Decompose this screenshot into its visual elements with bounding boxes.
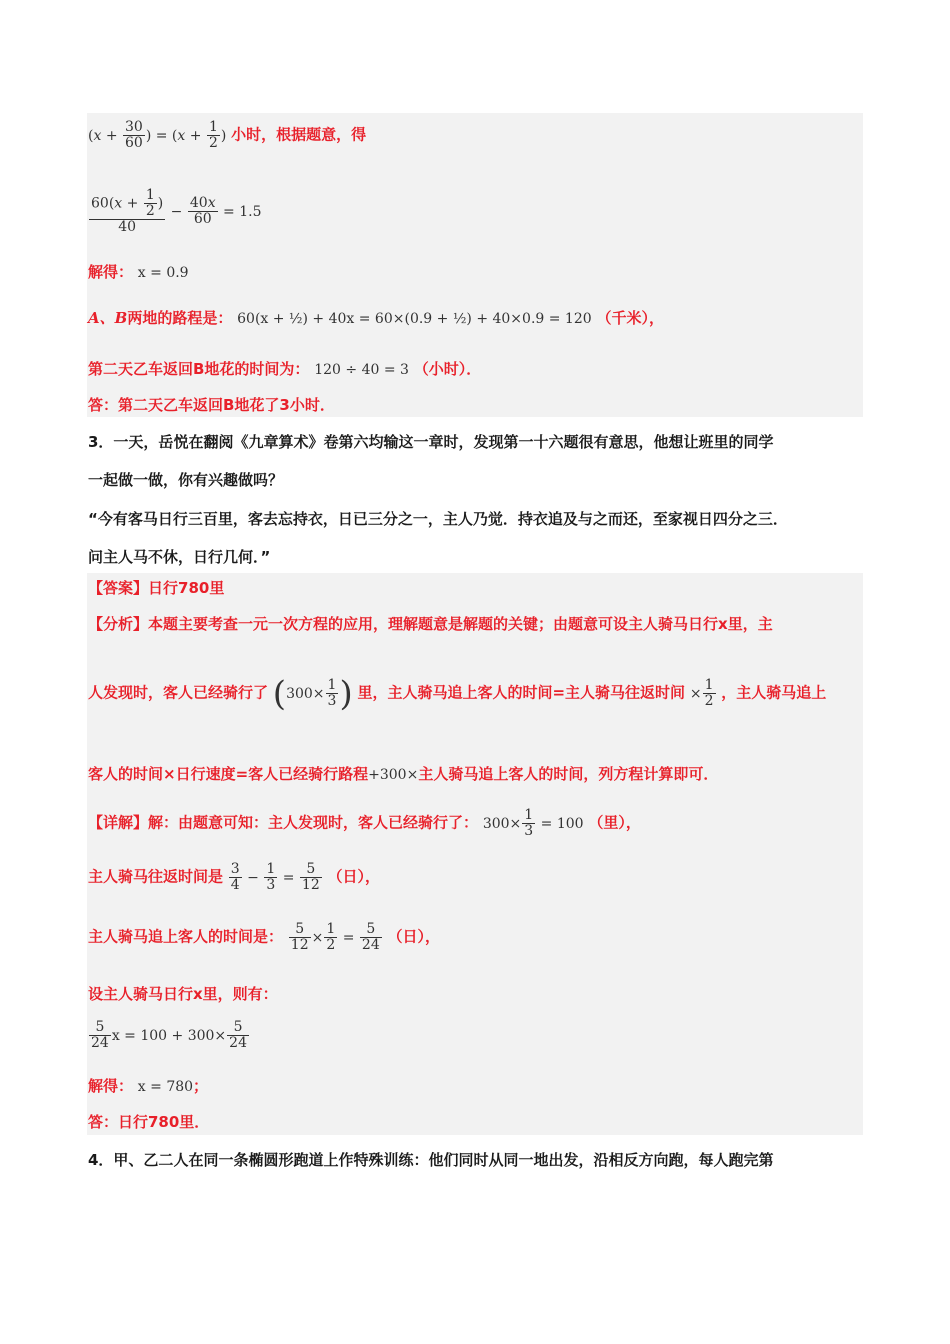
answer-tag-line: 【答案】日行780里 [88,579,225,597]
detail-line-3: 主人骑马追上客人的时间是： $\frac{5}{12}$ × $\frac{1}{2}$ = $\frac{5}{24}$ （日）， [88,921,441,953]
q3-line-4: 问主人马不休，日行几何．” [88,548,271,566]
analysis-line-3: 客人的时间×日行速度=客人已经骑行路程+300×主人骑马追上客人的时间，列方程计算即可． [88,765,719,783]
detail-line-1: 【详解】解：由题意可知：主人发现时，客人已经骑行了： 300× $\frac{1}{3}$ = 100 （里）， [88,807,641,839]
q4-line-1: 4．甲、乙二人在同一条椭圆形跑道上作特殊训练：他们同时从同一地出发，沿相反方向跑，每人跑完第 [88,1151,774,1169]
time-line: 第二天乙车返回B地花的时间为： 120 ÷ 40 = 3 （小时）． [88,360,482,378]
q3-line-1: 3．一天，岳悦在翻阅《九章算术》卷第六均输这一章时，发现第一十六题很有意思，他想让班里的同学 [88,433,774,451]
distance-line: A、B两地的路程是： 60(x + ½) + 40x = 60×(0.9 + ½) + 40×0.9 = 120 （千米）， [88,309,664,327]
detail-line-4: 设主人骑马日行x里，则有： [88,985,278,1003]
q3-line-3: “今有客马日行三百里，客去忘持衣，日已三分之一，主人乃觉．持衣追及与之而还，至家视日四分之三． [88,510,788,528]
conclusion-line: 答：日行780里． [88,1113,210,1131]
equation-line: 60(x + $\frac{1}{2}$ ) 40 − $\frac{40x}{60}$ = 1.5 [91,187,262,235]
q3-line-2: 一起做一做，你有兴趣做吗？ [88,471,284,489]
answer-line-1: 答：第二天乙车返回B地花了3小时． [88,396,335,414]
detail-line-5: $\frac{5}{24}$ x = 100 + 300× $\frac{5}{24}$ [91,1019,247,1051]
detail-line-2: 主人骑马往返时间是 $\frac{3}{4}$ − $\frac{1}{3}$ = $\frac{5}{12}$ （日）， [88,861,381,893]
analysis-line-2: 人发现时，客人已经骑行了 (300× $\frac{1}{3}$ ) 里，主人骑马追上客人的时间=主人骑马往返时间 × $\frac{1}{2}$ ，主人骑马追上 [88,673,827,714]
solve-line-1: 解得： x = 0.9 [88,263,189,281]
expr-line-1: (x + $\frac{30}{60}$ ) = (x + $\frac{1}{2}$ ) 小时，根据题意，得 [88,119,367,151]
detail-line-6: 解得： x = 780； [88,1077,209,1095]
analysis-line-1: 【分析】本题主要考查一元一次方程的应用，理解题意是解题的关键；由题意可设主人骑马日行x里，主 [88,615,773,633]
